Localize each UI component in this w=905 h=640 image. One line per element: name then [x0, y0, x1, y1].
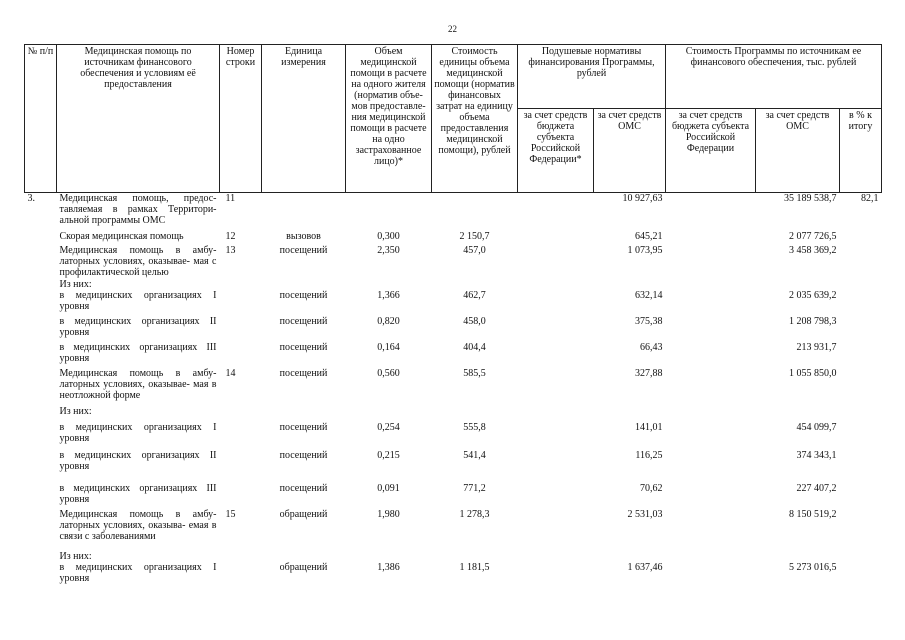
cell-per-capita-oms [594, 279, 666, 290]
cell-num [25, 562, 57, 586]
table-row [25, 368, 882, 406]
cell-cost: 462,7 [463, 289, 486, 301]
cell-cost: 1 278,3 [459, 508, 490, 520]
cell-description: в медицинских организациях I уровня [59, 289, 217, 312]
cell-description: в медицинских организациях II уровня [59, 315, 217, 338]
header-line-number: Номер строки [220, 45, 262, 193]
cell-volume: 0,091 [377, 482, 400, 494]
table-header [25, 45, 882, 193]
cell-num [25, 406, 57, 422]
cell-num [25, 509, 57, 551]
cell-unit: посещений [279, 341, 328, 353]
cell-line [220, 279, 262, 290]
table-row [25, 509, 882, 551]
cell-program-budget [666, 450, 756, 483]
cell-volume: 0,164 [377, 341, 400, 353]
cell-percent [840, 279, 882, 290]
cell-unit: посещений [279, 449, 328, 461]
cell-volume: 1,366 [377, 289, 400, 301]
cell-program-budget [666, 406, 756, 422]
cell-line [220, 316, 262, 342]
cell-line [220, 406, 262, 422]
cell-description: Медицинская помощь в амбу- латорных условиях, оказывае- мая с профилактической целью [59, 244, 217, 278]
cell-percent [840, 422, 882, 450]
cell-per-capita-budget [518, 316, 594, 342]
cell-description: Из них: [59, 550, 92, 562]
cell-program-oms [756, 279, 840, 290]
cell-line [220, 551, 262, 562]
header-program-budget: за счет средств бюджета субъекта Российской Федерации [666, 109, 756, 193]
cell-unit: посещений [279, 244, 328, 256]
cell-description: в медицинских организациях II уровня [59, 449, 217, 472]
cell-program-oms: 227 407,2 [796, 482, 837, 494]
table-row [25, 316, 882, 342]
cell-per-capita-oms: 116,25 [635, 449, 663, 461]
header-unit-cost: Стоимость единицы объема медицинской помощи (норматив финансовых затрат на единицу объема предоставления медицинской помощи), рублей [432, 45, 518, 193]
cell-description: в медицинских организациях I уровня [59, 421, 217, 444]
cell-volume: 2,350 [377, 244, 400, 256]
table-row [25, 422, 882, 450]
cell-program-oms: 2 035 639,2 [789, 289, 837, 301]
cell-per-capita-budget [518, 483, 594, 509]
cell-program-budget [666, 368, 756, 406]
cell-program-budget [666, 562, 756, 586]
cell-per-capita-budget [518, 509, 594, 551]
cell-per-capita-budget [518, 193, 594, 231]
cell-program-oms: 5 273 016,5 [789, 561, 837, 573]
cell-program-budget [666, 316, 756, 342]
cell-program-budget [666, 231, 756, 245]
cell-per-capita-oms: 327,88 [635, 367, 663, 379]
cell-volume [346, 551, 432, 562]
cell-cost: 555,8 [463, 421, 486, 433]
cell-program-oms: 454 099,7 [796, 421, 837, 433]
cell-description: Скорая медицинская помощь [59, 230, 184, 242]
cell-per-capita-budget [518, 342, 594, 368]
cell-description: Медицинская помощь в амбу- латорных условиях, оказывае- мая в неотложной форме [59, 367, 217, 401]
cell-line [220, 290, 262, 316]
cell-program-oms: 374 343,1 [796, 449, 837, 461]
cell-cost: 2 150,7 [459, 230, 490, 242]
cell-program-oms [756, 551, 840, 562]
financing-table [24, 44, 882, 586]
cell-volume: 0,215 [377, 449, 400, 461]
cell-percent [840, 245, 882, 279]
cell-volume [346, 279, 432, 290]
cell-program-oms: 1 055 850,0 [789, 367, 837, 379]
cell-program-oms: 213 931,7 [796, 341, 837, 353]
cell-percent [840, 562, 882, 586]
cell-cost [432, 279, 518, 290]
cell-volume: 0,254 [377, 421, 400, 433]
cell-percent: 82,1 [861, 193, 879, 204]
cell-per-capita-oms: 70,62 [640, 482, 663, 494]
cell-num [25, 279, 57, 290]
cell-volume: 0,560 [377, 367, 400, 379]
cell-line: 11 [225, 193, 236, 204]
cell-per-capita-oms [594, 406, 666, 422]
cell-line: 15 [225, 508, 236, 520]
table-row [25, 342, 882, 368]
cell-unit: посещений [279, 289, 328, 301]
table-row [25, 562, 882, 586]
cell-cost: 458,0 [463, 315, 486, 327]
cell-line: 13 [225, 244, 236, 256]
cell-per-capita-oms: 2 531,03 [627, 508, 663, 520]
cell-percent [840, 231, 882, 245]
cell-num [25, 245, 57, 279]
cell-line: 12 [225, 230, 236, 242]
cell-per-capita-budget [518, 562, 594, 586]
cell-cost: 457,0 [463, 244, 486, 256]
cell-cost: 585,5 [463, 367, 486, 379]
table-row [25, 279, 882, 290]
cell-per-capita-oms: 141,01 [635, 421, 663, 433]
table-row [25, 290, 882, 316]
cell-per-capita-budget [518, 450, 594, 483]
cell-program-oms: 8 150 519,2 [789, 508, 837, 520]
cell-unit [262, 406, 346, 422]
cell-description: в медицинских организациях I уровня [59, 561, 217, 584]
cell-line: 14 [225, 367, 236, 379]
cell-program-budget [666, 509, 756, 551]
cell-unit: посещений [279, 421, 328, 433]
cell-percent [840, 509, 882, 551]
cell-percent [840, 316, 882, 342]
cell-volume: 0,300 [377, 230, 400, 242]
cell-program-budget [666, 279, 756, 290]
table-body [25, 193, 882, 586]
cell-per-capita-oms [594, 551, 666, 562]
cell-description: в медицинских организациях III уровня [59, 482, 217, 505]
cell-cost: 541,4 [463, 449, 486, 461]
table-row [25, 245, 882, 279]
cell-per-capita-oms: 66,43 [640, 341, 663, 353]
cell-percent [840, 368, 882, 406]
cell-unit: посещений [279, 315, 328, 327]
cell-description: в медицинских организациях III уровня [59, 341, 217, 364]
cell-description: Из них: [59, 405, 92, 417]
table-row [25, 406, 882, 422]
cell-percent [840, 483, 882, 509]
cell-cost [432, 406, 518, 422]
cell-program-budget [666, 245, 756, 279]
cell-percent [840, 406, 882, 422]
table-row [25, 450, 882, 483]
cell-per-capita-oms: 10 927,63 [622, 193, 663, 204]
cell-per-capita-budget [518, 245, 594, 279]
header-program-cost: Стоимость Программы по источникам ее финансового обеспечения, тыс. рублей [666, 45, 882, 109]
cell-per-capita-oms: 375,38 [635, 315, 663, 327]
header-per-capita-oms: за счет средств ОМС [594, 109, 666, 193]
cell-unit: вызовов [286, 230, 321, 242]
cell-program-oms: 1 208 798,3 [789, 315, 837, 327]
table-row [25, 193, 882, 231]
cell-cost: 404,4 [463, 341, 486, 353]
header-unit: Единица измерения [262, 45, 346, 193]
cell-per-capita-oms: 1 073,95 [627, 244, 663, 256]
header-per-capita: Подушевые нормативы финансирования Программы, рублей [518, 45, 666, 109]
table-row [25, 231, 882, 245]
cell-program-budget [666, 551, 756, 562]
cell-line [220, 483, 262, 509]
cell-program-oms: 2 077 726,5 [789, 230, 837, 242]
table-row [25, 551, 882, 562]
cell-per-capita-oms: 1 637,46 [627, 561, 663, 573]
cell-num [25, 290, 57, 316]
cell-program-oms: 35 189 538,7 [784, 193, 837, 204]
cell-program-oms [756, 406, 840, 422]
cell-num: 3. [27, 193, 35, 204]
header-per-capita-budget: за счет средств бюджета субъекта Российской Федерации* [518, 109, 594, 193]
cell-line [220, 422, 262, 450]
header-percent: в % к итогу [840, 109, 882, 193]
cell-num [25, 368, 57, 406]
cell-per-capita-budget [518, 290, 594, 316]
cell-unit [262, 193, 346, 231]
cell-unit [262, 551, 346, 562]
cell-volume [346, 193, 432, 231]
cell-per-capita-budget [518, 551, 594, 562]
cell-program-budget [666, 342, 756, 368]
cell-cost: 1 181,5 [459, 561, 490, 573]
page-number: 22 [448, 24, 457, 34]
cell-volume [346, 406, 432, 422]
cell-unit [262, 279, 346, 290]
cell-program-budget [666, 483, 756, 509]
cell-num [25, 342, 57, 368]
cell-program-budget [666, 422, 756, 450]
header-row-number: № п/п [25, 45, 57, 193]
cell-program-budget [666, 193, 756, 231]
cell-program-oms: 3 458 369,2 [789, 244, 837, 256]
cell-description: Из них: [59, 278, 92, 290]
cell-per-capita-budget [518, 231, 594, 245]
cell-num [25, 316, 57, 342]
cell-cost [432, 193, 518, 231]
header-volume: Объем медицинской помощи в расчете на одного жителя (норматив объе- мов предоставле- ния медицинской помощи в расчете на одно застрахованное лицо)* [346, 45, 432, 193]
cell-cost [432, 551, 518, 562]
cell-program-budget [666, 290, 756, 316]
cell-line [220, 342, 262, 368]
header-description: Медицинская помощь по источникам финансового обеспечения и условиям её предоставления [57, 45, 220, 193]
cell-unit: посещений [279, 482, 328, 494]
table-row [25, 483, 882, 509]
cell-percent [840, 551, 882, 562]
cell-num [25, 422, 57, 450]
cell-per-capita-oms: 645,21 [635, 230, 663, 242]
cell-volume: 1,980 [377, 508, 400, 520]
cell-line [220, 450, 262, 483]
cell-per-capita-budget [518, 368, 594, 406]
cell-description: Медицинская помощь, предос- тавляемая в рамках Территори- альной программы ОМС [59, 193, 217, 226]
cell-percent [840, 290, 882, 316]
cell-num [25, 551, 57, 562]
cell-per-capita-budget [518, 406, 594, 422]
cell-volume: 1,386 [377, 561, 400, 573]
cell-unit: обращений [279, 561, 328, 573]
cell-percent [840, 342, 882, 368]
cell-cost: 771,2 [463, 482, 486, 494]
cell-unit: обращений [279, 508, 328, 520]
header-program-oms: за счет средств ОМС [756, 109, 840, 193]
cell-percent [840, 450, 882, 483]
cell-unit: посещений [279, 367, 328, 379]
cell-per-capita-budget [518, 279, 594, 290]
cell-per-capita-budget [518, 422, 594, 450]
cell-num [25, 450, 57, 483]
cell-num [25, 231, 57, 245]
cell-per-capita-oms: 632,14 [635, 289, 663, 301]
cell-line [220, 562, 262, 586]
cell-num [25, 483, 57, 509]
cell-volume: 0,820 [377, 315, 400, 327]
cell-description: Медицинская помощь в амбу- латорных условиях, оказыва- емая в связи с заболеваниями [59, 508, 217, 542]
